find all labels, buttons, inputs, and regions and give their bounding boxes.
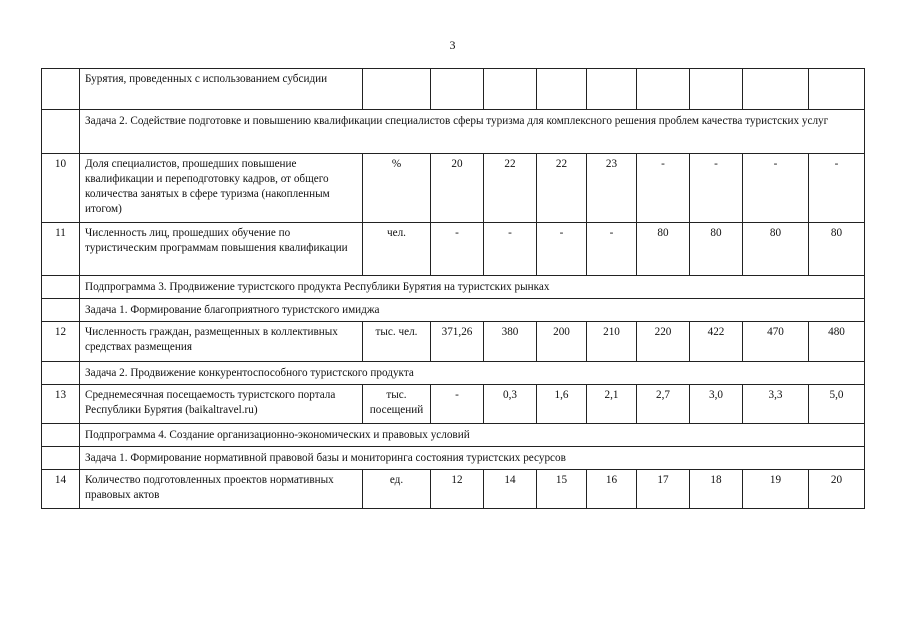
section-row bbox=[42, 424, 865, 447]
value-cell: 2,7 bbox=[637, 385, 690, 424]
value-cell: - bbox=[637, 154, 690, 223]
value-cell: - bbox=[484, 223, 537, 276]
section-heading: Задача 1. Формирование благоприятного туристского имиджа bbox=[80, 299, 865, 322]
section-heading: Подпрограмма 4. Создание организационно-экономических и правовых условий bbox=[80, 424, 865, 447]
value-cell: 371,26 bbox=[431, 322, 484, 362]
table-row bbox=[42, 322, 865, 362]
value-cell bbox=[484, 69, 537, 110]
indicator-name: Численность лиц, прошедших обучение по туристическим программам повышения квалификации bbox=[80, 223, 363, 276]
value-cell: 20 bbox=[809, 470, 865, 509]
indicator-name: Доля специалистов, прошедших повышение квалификации и переподготовку кадров, от общего количества занятых в сфере туризма (накопленным итогом) bbox=[80, 154, 363, 223]
value-cell: 2,1 bbox=[587, 385, 637, 424]
unit-cell bbox=[363, 69, 431, 110]
value-cell: 210 bbox=[587, 322, 637, 362]
value-cell: 18 bbox=[690, 470, 743, 509]
indicator-name: Численность граждан, размещенных в коллективных средствах размещения bbox=[80, 322, 363, 362]
section-heading: Задача 2. Продвижение конкурентоспособного туристского продукта bbox=[80, 362, 865, 385]
value-cell: 422 bbox=[690, 322, 743, 362]
table-row bbox=[42, 470, 865, 509]
value-cell: 220 bbox=[637, 322, 690, 362]
value-cell: 80 bbox=[809, 223, 865, 276]
value-cell: - bbox=[743, 154, 809, 223]
row-number bbox=[42, 424, 80, 447]
unit-cell: ед. bbox=[363, 470, 431, 509]
value-cell: 15 bbox=[537, 470, 587, 509]
section-heading: Задача 2. Содействие подготовке и повышению квалификации специалистов сферы туризма для комплексного решения проблем качества туристских услуг bbox=[80, 110, 865, 154]
indicators-table bbox=[41, 68, 865, 509]
table-row bbox=[42, 385, 865, 424]
row-number bbox=[42, 110, 80, 154]
row-number bbox=[42, 69, 80, 110]
value-cell: 23 bbox=[587, 154, 637, 223]
value-cell bbox=[587, 69, 637, 110]
section-row bbox=[42, 362, 865, 385]
table-row bbox=[42, 69, 865, 110]
value-cell bbox=[809, 69, 865, 110]
value-cell bbox=[637, 69, 690, 110]
value-cell: 380 bbox=[484, 322, 537, 362]
value-cell: 80 bbox=[743, 223, 809, 276]
value-cell: 80 bbox=[637, 223, 690, 276]
section-row bbox=[42, 110, 865, 154]
row-number: 11 bbox=[42, 223, 80, 276]
value-cell bbox=[431, 69, 484, 110]
table-body bbox=[42, 69, 865, 509]
value-cell: 16 bbox=[587, 470, 637, 509]
value-cell: 20 bbox=[431, 154, 484, 223]
row-number bbox=[42, 276, 80, 299]
page-number: 3 bbox=[449, 38, 456, 52]
section-row bbox=[42, 299, 865, 322]
unit-cell: тыс. чел. bbox=[363, 322, 431, 362]
value-cell: 80 bbox=[690, 223, 743, 276]
indicator-name: Среднемесячная посещаемость туристского портала Республики Бурятия (baikaltravel.ru) bbox=[80, 385, 363, 424]
unit-cell: тыс. посещений bbox=[363, 385, 431, 424]
row-number bbox=[42, 362, 80, 385]
row-number: 13 bbox=[42, 385, 80, 424]
value-cell: 0,3 bbox=[484, 385, 537, 424]
value-cell bbox=[690, 69, 743, 110]
section-row bbox=[42, 276, 865, 299]
section-heading: Задача 1. Формирование нормативной правовой базы и мониторинга состояния туристских ресурсов bbox=[80, 447, 865, 470]
value-cell: 14 bbox=[484, 470, 537, 509]
row-number bbox=[42, 447, 80, 470]
section-heading: Подпрограмма 3. Продвижение туристского продукта Республики Бурятия на туристских рынках bbox=[80, 276, 865, 299]
value-cell: - bbox=[431, 223, 484, 276]
value-cell: 480 bbox=[809, 322, 865, 362]
value-cell: - bbox=[690, 154, 743, 223]
value-cell: 5,0 bbox=[809, 385, 865, 424]
value-cell: 22 bbox=[537, 154, 587, 223]
value-cell: 19 bbox=[743, 470, 809, 509]
row-number: 10 bbox=[42, 154, 80, 223]
value-cell: 3,3 bbox=[743, 385, 809, 424]
value-cell: 1,6 bbox=[537, 385, 587, 424]
value-cell: 17 bbox=[637, 470, 690, 509]
table-row bbox=[42, 223, 865, 276]
value-cell bbox=[537, 69, 587, 110]
value-cell: 12 bbox=[431, 470, 484, 509]
indicator-name: Бурятия, проведенных с использованием субсидии bbox=[80, 69, 363, 110]
value-cell: - bbox=[431, 385, 484, 424]
row-number: 12 bbox=[42, 322, 80, 362]
value-cell: - bbox=[809, 154, 865, 223]
unit-cell: % bbox=[363, 154, 431, 223]
value-cell: 200 bbox=[537, 322, 587, 362]
row-number bbox=[42, 299, 80, 322]
value-cell: - bbox=[537, 223, 587, 276]
row-number: 14 bbox=[42, 470, 80, 509]
value-cell: 3,0 bbox=[690, 385, 743, 424]
value-cell: 22 bbox=[484, 154, 537, 223]
value-cell: 470 bbox=[743, 322, 809, 362]
unit-cell: чел. bbox=[363, 223, 431, 276]
section-row bbox=[42, 447, 865, 470]
indicator-name: Количество подготовленных проектов нормативных правовых актов bbox=[80, 470, 363, 509]
table-row bbox=[42, 154, 865, 223]
value-cell bbox=[743, 69, 809, 110]
value-cell: - bbox=[587, 223, 637, 276]
